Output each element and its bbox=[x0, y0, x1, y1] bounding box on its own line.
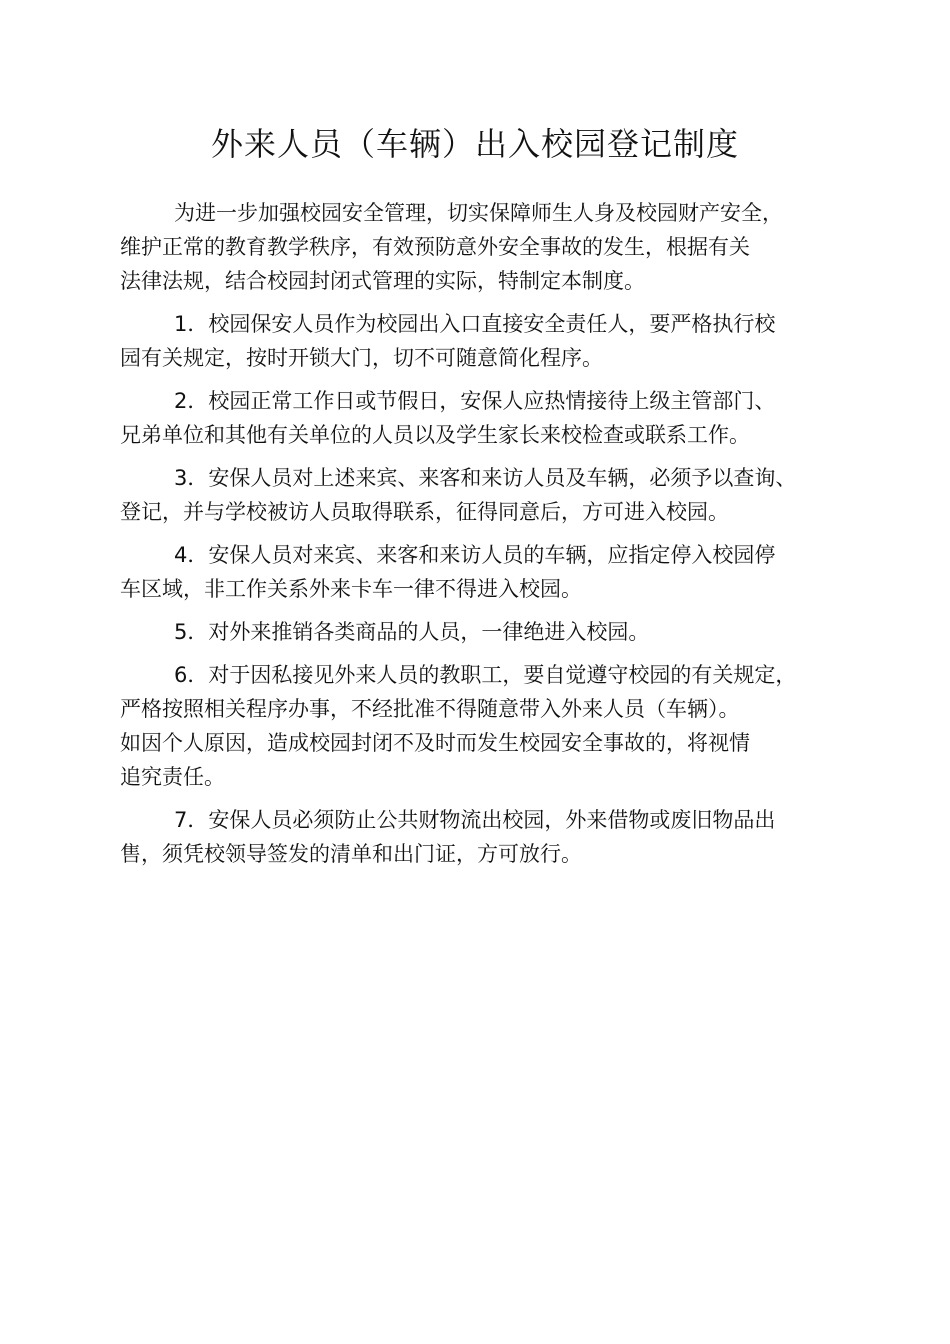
paragraph-line: 为进一步加强校园安全管理，切实保障师生人身及校园财产安全， bbox=[174, 201, 783, 225]
paragraph-line: 7．安保人员必须防止公共财物流出校园，外来借物或废旧物品出 bbox=[174, 808, 776, 832]
paragraph-rule-2 bbox=[120, 384, 860, 452]
paragraph-line: 严格按照相关程序办事，不经批准不得随意带入外来人员（车辆）。 bbox=[120, 697, 740, 721]
paragraph-line: 6．对于因私接见外来人员的教职工，要自觉遵守校园的有关规定， bbox=[174, 663, 797, 687]
paragraph-rule-1 bbox=[120, 307, 860, 375]
paragraph-line: 2．校园正常工作日或节假日，安保人应热情接待上级主管部门、 bbox=[174, 389, 776, 413]
paragraph-line: 售，须凭校领导签发的清单和出门证，方可放行。 bbox=[120, 842, 582, 866]
paragraph-rule-5 bbox=[120, 615, 860, 649]
paragraph-line: 追究责任。 bbox=[120, 765, 225, 789]
paragraph-rule-7 bbox=[120, 803, 860, 871]
paragraph-line: 如因个人原因，造成校园封闭不及时而发生校园安全事故的，将视情 bbox=[120, 731, 750, 755]
paragraph-line: 法律法规，结合校园封闭式管理的实际，特制定本制度。 bbox=[120, 269, 645, 293]
paragraph-line: 园有关规定，按时开锁大门，切不可随意简化程序。 bbox=[120, 346, 603, 370]
document-title: 外来人员（车辆）出入校园登记制度 bbox=[210, 125, 739, 163]
paragraph-line: 1．校园保安人员作为校园出入口直接安全责任人，要严格执行校 bbox=[174, 312, 776, 336]
paragraph-line: 4．安保人员对来宾、来客和来访人员的车辆，应指定停入校园停 bbox=[174, 543, 776, 567]
paragraph-rule-3 bbox=[120, 461, 860, 529]
paragraph-line: 兄弟单位和其他有关单位的人员以及学生家长来校检查或联系工作。 bbox=[120, 423, 750, 447]
paragraph-line: 维护正常的教育教学秩序，有效预防意外安全事故的发生，根据有关 bbox=[120, 235, 750, 259]
paragraph-line: 登记，并与学校被访人员取得联系，征得同意后，方可进入校园。 bbox=[120, 500, 729, 524]
paragraph-line: 3．安保人员对上述来宾、来客和来访人员及车辆，必须予以查询、 bbox=[174, 466, 797, 490]
document-body bbox=[120, 196, 860, 880]
paragraph-rule-6 bbox=[120, 658, 860, 794]
paragraph-line: 车区域，非工作关系外来卡车一律不得进入校园。 bbox=[120, 577, 582, 601]
paragraph-intro bbox=[120, 196, 860, 298]
paragraph-line: 5．对外来推销各类商品的人员，一律绝进入校园。 bbox=[174, 620, 650, 644]
paragraph-rule-4 bbox=[120, 538, 860, 606]
